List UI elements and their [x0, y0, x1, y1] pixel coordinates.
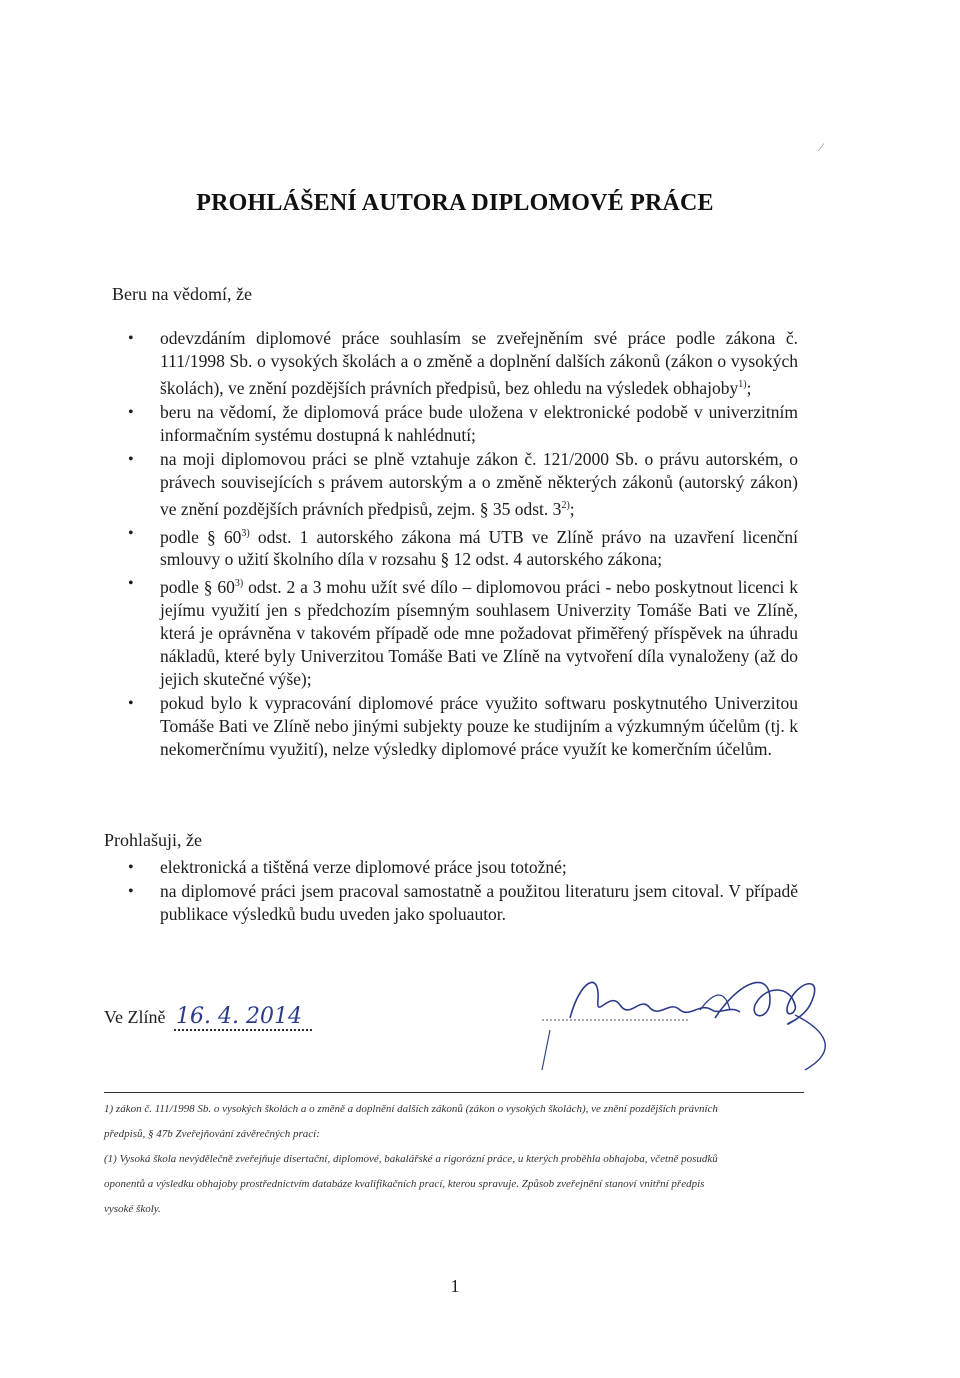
footnote-line: (1) Vysoká škola nevýdělečně zveřejňuje disertační, diplomové, bakalářské a rigorózní práce, u kterých proběhla obhajoba, včetně posudků [104, 1153, 718, 1165]
footnote-line: oponentů a výsledku obhajoby prostřednictvím databáze kvalifikačních prací, kterou spravuje. Způsob zveřejnění stanoví vnitřní předpis [104, 1178, 705, 1190]
list-item: • na moji diplomovou práci se plně vztahuje zákon č. 121/2000 Sb. o právu autorském, o právech souvisejících s právem autorským a o změně některých zákonů (autorský zákon) ve znění pozdějších právních předpisů, zejm. § 35 odst. 3$^{2)}$; [128, 448, 798, 519]
handwritten-date: 16. 4. 2014 [174, 1004, 312, 1031]
place-label: Ve Zlíně [104, 1007, 166, 1027]
acknowledgement-list [108, 327, 798, 762]
page-number: 1 [450, 1276, 460, 1296]
list-item: • podle § 60$^{3)}$ odst. 2 a 3 mohu užít své dílo – diplomovou práci - nebo poskytnout licenci k jejímu využití jen s předchozím písemným souhlasem Univerzity Tomáše Bati ve Zlíně, která je oprávněna v takovém případě ode mne požadovat přiměřený příspěvek na úhradu nákladů, které byly Univerzitou Tomáše Bati ve Zlíně na vytvoření díla vynaloženy (až do jejich skutečné výše); [108, 572, 798, 691]
intro-text: Beru na vědomí, že [112, 284, 252, 304]
bullet-icon: • [128, 859, 134, 876]
bullet-icon: • [128, 403, 134, 421]
list-item: • odevzdáním diplomové práce souhlasím se zveřejněním své práce podle zákona č. 111/1998 Sb. o vysokých školách a o změně a doplnění dalších zákonů (zákon o vysokých školách), ve znění pozdějších právních předpisů, bez ohledu na výsledek obhajoby$^{1)}$; [128, 328, 798, 398]
page-title: PROHLÁŠENÍ AUTORA DIPLOMOVÉ PRÁCE [196, 190, 714, 216]
footnote-line: 1) zákon č. 111/1998 Sb. o vysokých školách a o změně a doplnění dalších zákonů (zákon o vysokých školách), ve znění pozdějších právních [104, 1103, 718, 1115]
bullet-icon: • [128, 330, 134, 347]
place-date-row [104, 1004, 312, 1031]
list-item: • na diplomové práci jsem pracoval samostatně a použitou literaturu jsem citoval. V případě publikace výsledků budu uveden jako spoluautor. [128, 881, 798, 924]
list-item: • podle § 60$^{3)}$ odst. 1 autorského zákona má UTB ve Zlíně právo na uzavření licenční smlouvy o užití školního díla v rozsahu § 12 odst. 4 autorského zákona; [108, 522, 798, 572]
list-item: • beru na vědomí, že diplomová práce bude uložena v elektronické podobě v univerzitním informačním systému dostupná k nahlédnutí; [128, 401, 798, 445]
footnotes [104, 1097, 804, 1222]
bullet-icon: • [128, 883, 134, 900]
list-item: • pokud bylo k vypracování diplomové práce využito softwaru poskytnutého Univerzitou Tomáše Bati ve Zlíně nebo jinými subjekty pouze ke studijním a výzkumným účelům (tj. k nekomerčnímu využití), nelze výsledky diplomové práce využít ke komerčním účelům. [128, 693, 798, 760]
footnote-line: vysoké školy. [104, 1203, 161, 1215]
list-item: • elektronická a tištěná verze diplomové práce jsou totožné; [128, 857, 567, 877]
bullet-icon: • [128, 524, 134, 542]
bullet-icon: • [128, 695, 134, 713]
bullet-icon: • [128, 575, 134, 593]
footnote-line: předpisů, § 47b Zveřejňování závěrečných prací: [104, 1128, 320, 1140]
handwritten-signature [540, 960, 840, 1080]
declaration-intro: Prohlašuji, že [104, 830, 202, 850]
declaration-list [108, 856, 798, 927]
bullet-icon: • [128, 450, 134, 468]
corner-mark: ⁄ [820, 140, 823, 154]
footnote-rule [104, 1092, 804, 1093]
